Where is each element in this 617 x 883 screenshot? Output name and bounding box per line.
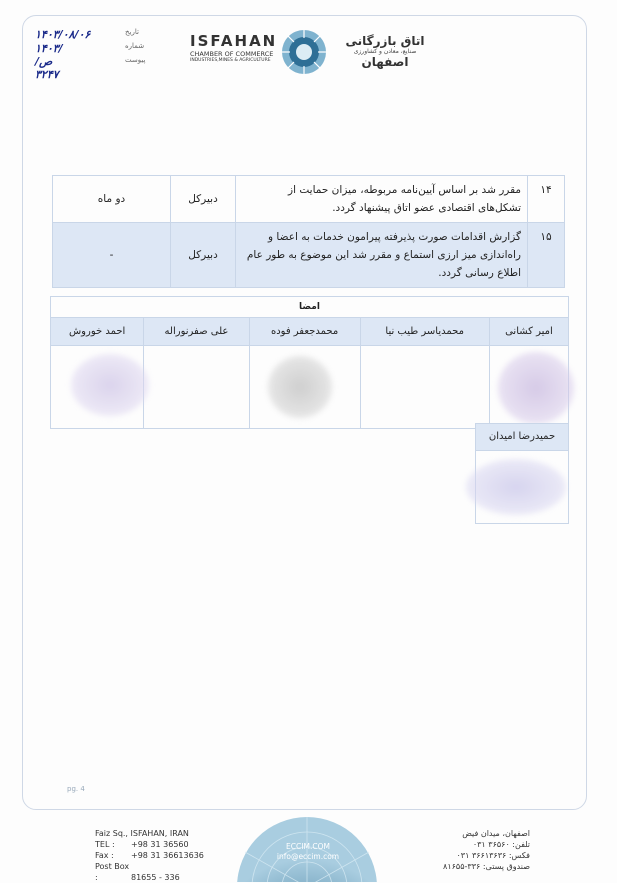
org-fa-line2: صنایع، معادن و کشاورزی [353,48,417,55]
footer-fa-address: اصفهان، میدان فیض [462,829,530,838]
signatures-title: امضا [51,297,569,318]
footer-email: info@eccim.com [276,852,340,861]
date-value: ۱۴۰۳/۰۸/۰۶ [35,28,91,41]
signature-mark [466,459,566,515]
signer-name: احمد خوروش [51,318,144,346]
item-number: ۱۵ [528,223,565,288]
footer-en-fax-label: Fax : [95,851,114,860]
org-en-mid: CHAMBER OF COMMERCE [190,50,274,58]
footer-en-address: Faiz Sq., ISFAHAN, IRAN [95,829,189,838]
signature-box [475,451,569,524]
footer-en-tel: +98 31 36560 [131,840,189,849]
footer-en-fax: +98 31 36613636 [131,851,204,860]
item-number: ۱۴ [528,176,565,223]
item-due: - [53,223,171,288]
signer-name: امیر کشانی [489,318,568,346]
org-fa-line1: اتاق بازرگانی [345,34,425,48]
footer-en [95,828,204,883]
signatures-table [50,296,569,429]
number-value: ۱۴۰۳/ص/۳۲۴۷ [35,42,63,81]
item-text: گزارش اقدامات صورت پذیرفته پیرامون خدمات به اعضا و راه‌اندازی میز ارزی استماع و مقرر شد این موضوع به طور عام اطلاع رسانی گردد. [236,223,528,288]
footer-fa [420,828,530,872]
item-responsible: دبیرکل [171,176,236,223]
signature-box [489,346,568,429]
org-name-en [190,32,277,63]
item-text: مقرر شد بر اساس آیین‌نامه مربوطه، میزان حمایت از تشکل‌های اقتصادی عضو اتاق پیشنهاد گردد. [236,176,528,223]
signatures-box-row [51,346,569,429]
footer-site: ECCIM.COM [286,842,330,851]
footer-fa-pobox: صندوق پستی: ۳۳۶-۸۱۶۵۵ [443,862,530,871]
footer-fa-tel: تلفن: ۳۶۵۶۰ ۰۳۱ [472,840,530,849]
footer-en-pobox: 81655 - 336 [131,873,180,882]
signature-box [51,346,144,429]
footer-en-tel-label: TEL : [95,840,115,849]
org-en-big: ISFAHAN [190,32,278,50]
signer-name: علی صفرنوراله [144,318,249,346]
org-fa-line3: اصفهان [361,55,409,69]
attachment-label: پیوست [125,56,146,64]
signatures-header-row [51,318,569,346]
signature-box [360,346,489,429]
org-name-fa [330,34,440,69]
signature-box [144,346,249,429]
signature-mark [268,356,332,418]
signer-name: محمدیاسر طیب نیا [360,318,489,346]
resolutions-table [52,175,565,288]
number-label: شماره [125,42,145,50]
footer-fa-fax: فکس: ۳۶۶۱۳۶۳۶ ۰۳۱ [456,851,530,860]
item-responsible: دبیرکل [171,223,236,288]
signer-name: حمیدرضا امیدان [475,423,569,451]
signature-mark [71,354,149,416]
table-row [53,223,565,288]
signature-mark [498,352,574,424]
footer-website [268,842,348,862]
footer-en-pobox-label: Post Box : [95,862,130,882]
item-due: دو ماه [53,176,171,223]
date-label: تاریخ [125,28,139,36]
page-number: pg. 4 [67,785,85,793]
chamber-logo-icon [280,28,328,76]
org-en-small: INDUSTRIES,MINES & AGRICULTURE [190,58,271,63]
second-signature [475,423,569,524]
table-row [53,176,565,223]
signer-name: محمدجعفر فوده [249,318,360,346]
signature-box [249,346,360,429]
